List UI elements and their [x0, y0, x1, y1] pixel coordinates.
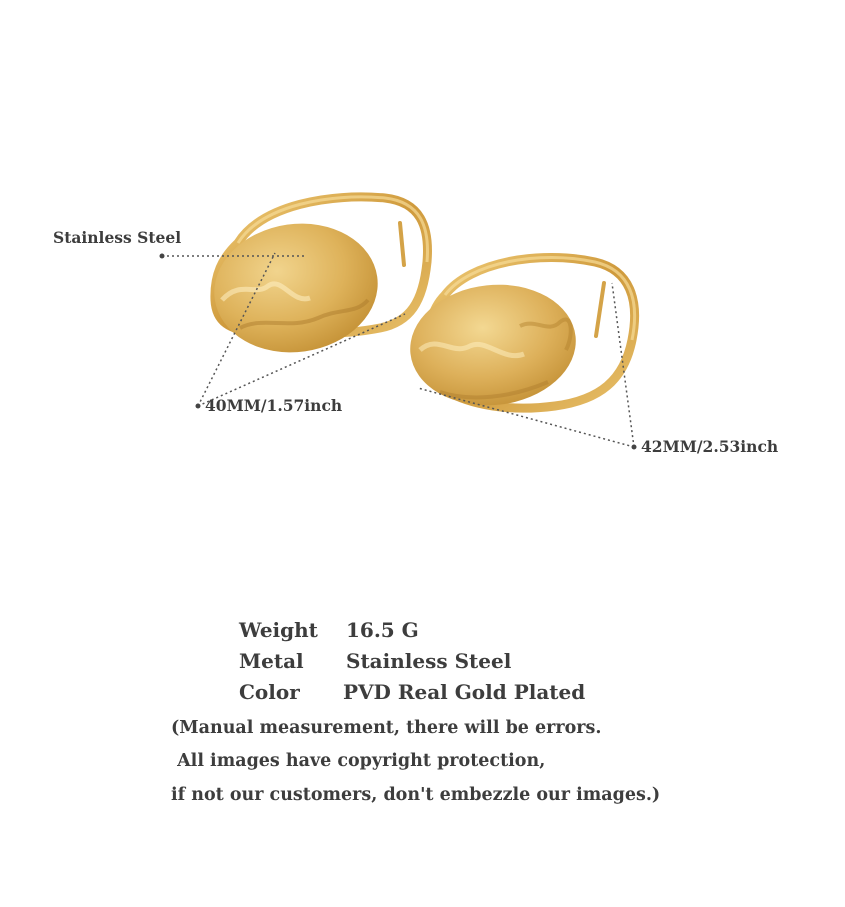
- spec-color-value: PVD Real Gold Plated: [343, 680, 586, 704]
- disclaimer-line-1: (Manual measurement, there will be errors.: [171, 718, 602, 738]
- disclaimer-line-3: if not our customers, don't embezzle our images.): [171, 785, 661, 805]
- material-leader-dot: [160, 254, 165, 259]
- spec-color-key: Color: [239, 680, 300, 704]
- spec-weight-value: 16.5 G: [346, 618, 419, 642]
- spec-metal-value: Stainless Steel: [346, 649, 512, 673]
- size-large-leader-dot: [632, 445, 637, 450]
- spec-weight-key: Weight: [239, 618, 318, 642]
- disclaimer-line-2: All images have copyright protection,: [171, 751, 546, 771]
- left-earring: [206, 197, 428, 363]
- size-small-leader-dot: [196, 404, 201, 409]
- material-callout: Stainless Steel: [53, 228, 182, 247]
- right-earring: [404, 257, 634, 413]
- spec-metal-key: Metal: [239, 649, 304, 673]
- size-small-callout: 40MM/1.57inch: [205, 396, 343, 415]
- size-large-callout: 42MM/2.53inch: [641, 437, 779, 456]
